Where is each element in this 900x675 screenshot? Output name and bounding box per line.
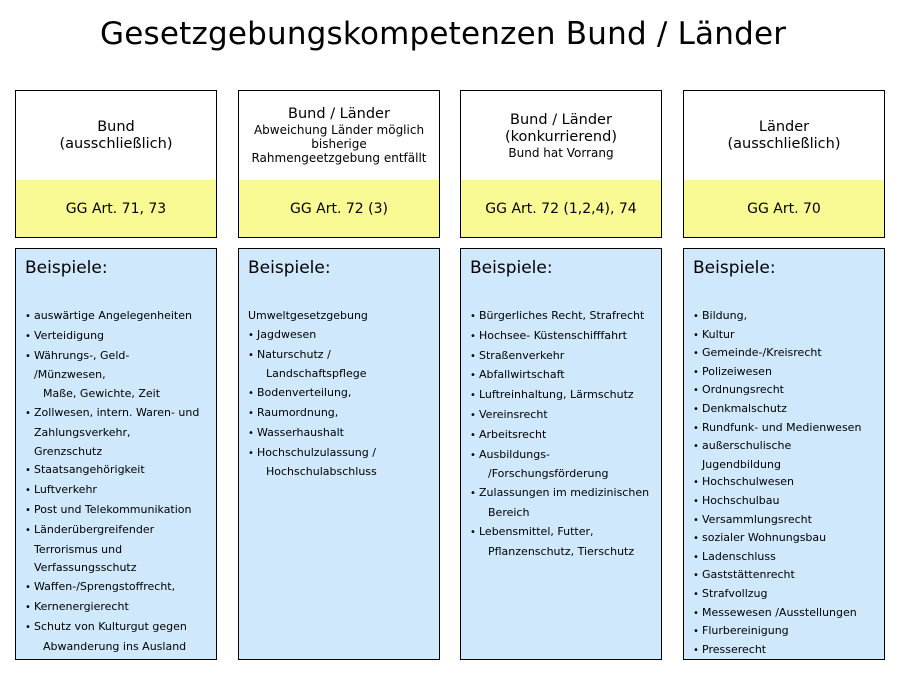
- list-item-text: Landschaftspflege: [266, 367, 367, 381]
- list-item-text: sozialer Wohnungsbau: [702, 531, 827, 545]
- list-item-text: Lebensmittel, Futter,: [479, 524, 594, 538]
- bullet-icon: •: [25, 330, 31, 342]
- list-item-text: Länderübergreifender: [34, 522, 155, 536]
- bullet-icon: •: [25, 407, 31, 419]
- column-header-line: Bund / Länder: [510, 111, 612, 128]
- list-item: [25, 347, 212, 367]
- list-item: [470, 406, 657, 426]
- column-header-note: Bund hat Vorrang: [508, 145, 614, 160]
- list-item-text: Ladenschluss: [702, 549, 776, 563]
- examples-list: [470, 307, 657, 561]
- list-item-text: Post und Telekommunikation: [34, 502, 192, 516]
- list-item: [25, 404, 212, 424]
- list-item: [693, 511, 880, 530]
- list-item: [25, 559, 212, 578]
- bullet-icon: •: [25, 311, 31, 322]
- list-item: [470, 543, 657, 562]
- list-item: [693, 585, 880, 604]
- list-item: [693, 344, 880, 363]
- column-header-note: bisherige: [311, 137, 367, 151]
- list-item: [470, 504, 657, 523]
- list-item: [693, 419, 880, 438]
- list-item-text: Verfassungsschutz: [34, 561, 137, 575]
- bullet-icon: •: [470, 449, 476, 461]
- bullet-icon: •: [25, 524, 31, 536]
- column-header: [460, 90, 662, 181]
- list-item-text: /Münzwesen,: [34, 368, 106, 382]
- list-item: [470, 347, 657, 367]
- bullet-icon: •: [248, 329, 254, 341]
- list-item: [248, 307, 435, 326]
- list-item: [693, 641, 880, 660]
- list-item-text: Pflanzenschutz, Tierschutz: [488, 544, 635, 558]
- list-item-text: Hochschulwesen: [702, 475, 795, 489]
- list-item-text: Raumordnung,: [257, 405, 339, 419]
- list-item-text: außerschulische: [702, 439, 792, 453]
- list-item: [693, 437, 880, 456]
- list-item-text: /Forschungsförderung: [488, 467, 609, 481]
- examples-panel: [683, 248, 885, 660]
- bullet-icon: •: [470, 390, 476, 402]
- bullet-icon: •: [248, 349, 254, 361]
- list-item-text: Rundfunk- und Medienwesen: [702, 420, 862, 434]
- bullet-icon: •: [693, 570, 699, 582]
- article-reference: GG Art. 71, 73: [15, 180, 217, 238]
- list-item: [693, 363, 880, 382]
- list-item-text: Ausbildungs-: [479, 447, 550, 461]
- list-item: [25, 385, 212, 404]
- list-item: [470, 386, 657, 406]
- list-item: [693, 400, 880, 419]
- list-item: [470, 523, 657, 543]
- examples-panel: [15, 248, 217, 660]
- list-item-text: Strafvollzug: [702, 586, 768, 600]
- list-item-text: Umweltgesetzgebung: [248, 309, 368, 322]
- list-item: [25, 501, 212, 521]
- examples-panel: [238, 248, 440, 660]
- bullet-icon: •: [470, 370, 476, 382]
- list-item-text: Hochschulzulassung /: [257, 445, 376, 459]
- list-item: [248, 384, 435, 404]
- list-item-text: Gaststättenrecht: [702, 568, 795, 582]
- list-item-text: Maße, Gewichte, Zeit: [43, 387, 161, 401]
- list-item-text: Bereich: [488, 505, 530, 519]
- bullet-icon: •: [25, 350, 31, 362]
- list-item: [25, 443, 212, 462]
- bullet-icon: •: [470, 429, 476, 441]
- list-item-text: Bildung,: [702, 309, 748, 322]
- column-header-line: (ausschließlich): [727, 135, 841, 152]
- examples-list: [248, 307, 435, 482]
- column-header: [15, 90, 217, 181]
- list-item-text: Zulassungen im medizinischen: [479, 486, 650, 500]
- list-item-text: Grenzschutz: [34, 444, 103, 458]
- list-item: [248, 404, 435, 424]
- list-item-text: Schutz von Kulturgut gegen: [34, 619, 187, 633]
- list-item: [693, 604, 880, 623]
- bullet-icon: •: [470, 350, 476, 362]
- list-item-text: Kernenergierecht: [34, 599, 129, 613]
- list-item-text: Jagdwesen: [257, 327, 317, 341]
- bullet-icon: •: [693, 514, 699, 526]
- list-item: [25, 461, 212, 481]
- list-item-text: Denkmalschutz: [702, 401, 787, 415]
- column-header-note: Rahmengeetzgebung entfällt: [251, 151, 427, 165]
- bullet-icon: •: [693, 385, 699, 397]
- examples-title: Beispiele:: [693, 258, 776, 278]
- list-item: [25, 366, 212, 385]
- list-item-text: Polizeiwesen: [702, 364, 772, 378]
- list-item-text: Staatsangehörigkeit: [34, 463, 145, 477]
- list-item-text: Luftverkehr: [34, 483, 97, 497]
- list-item: [693, 473, 880, 492]
- list-item: [693, 326, 880, 345]
- column-header-note: Abweichung Länder möglich: [253, 123, 425, 137]
- list-item: [693, 381, 880, 400]
- list-item-text: Terrorismus und: [34, 542, 123, 556]
- list-item-text: Zollwesen, intern. Waren- und: [34, 405, 200, 419]
- bullet-icon: •: [693, 477, 699, 489]
- examples-list: [25, 307, 212, 656]
- list-item: [25, 327, 212, 347]
- list-item-text: Luftreinhaltung, Lärmschutz: [479, 388, 634, 402]
- list-item-text: Gemeinde-/Kreisrecht: [702, 346, 822, 360]
- list-item-text: Naturschutz /: [257, 347, 331, 361]
- article-reference: GG Art. 70: [683, 180, 885, 238]
- bullet-icon: •: [25, 485, 31, 497]
- list-item-text: Abfallwirtschaft: [479, 368, 565, 382]
- list-item-text: Kultur: [702, 327, 735, 341]
- list-item: [470, 446, 657, 466]
- list-item: [25, 521, 212, 541]
- list-item: [25, 307, 212, 327]
- list-item-text: Jugendbildung: [702, 457, 781, 471]
- list-item: [693, 492, 880, 511]
- column-header: [683, 90, 885, 181]
- list-item-text: Bodenverteilung,: [257, 386, 352, 400]
- list-item-text: Hochschulabschluss: [266, 465, 377, 479]
- list-item-text: auswärtige Angelegenheiten: [34, 309, 192, 322]
- list-item: [470, 465, 657, 484]
- list-item-text: Währungs-, Geld-: [34, 348, 130, 362]
- bullet-icon: •: [470, 409, 476, 421]
- list-item: [25, 638, 212, 657]
- bullet-icon: •: [25, 621, 31, 633]
- list-item: [470, 366, 657, 386]
- bullet-icon: •: [25, 601, 31, 613]
- examples-title: Beispiele:: [248, 258, 331, 278]
- column-header-line: (ausschließlich): [59, 135, 173, 152]
- list-item: [693, 307, 880, 326]
- list-item-text: Versammlungsrecht: [702, 512, 812, 526]
- list-item: [693, 566, 880, 585]
- bullet-icon: •: [248, 447, 254, 459]
- examples-title: Beispiele:: [470, 258, 553, 278]
- list-item: [470, 327, 657, 347]
- column-header-line: Bund: [97, 118, 135, 135]
- list-item-text: Abwanderung ins Ausland: [43, 639, 187, 653]
- list-item-text: Vereinsrecht: [479, 407, 548, 421]
- bullet-icon: •: [693, 366, 699, 378]
- list-item: [693, 622, 880, 641]
- bullet-icon: •: [693, 588, 699, 600]
- page-title: Gesetzgebungskompetenzen Bund / Länder: [100, 16, 787, 52]
- bullet-icon: •: [693, 533, 699, 545]
- bullet-icon: •: [25, 504, 31, 516]
- list-item: [470, 484, 657, 504]
- bullet-icon: •: [248, 407, 254, 419]
- list-item-text: Waffen-/Sprengstoffrecht,: [34, 580, 176, 594]
- list-item: [25, 618, 212, 638]
- column-header-line: (konkurrierend): [505, 128, 617, 145]
- bullet-icon: •: [693, 644, 699, 656]
- list-item: [248, 463, 435, 482]
- list-item: [693, 456, 880, 474]
- list-item: [25, 424, 212, 443]
- list-item: [470, 426, 657, 446]
- bullet-icon: •: [470, 311, 476, 322]
- list-item: [248, 326, 435, 346]
- bullet-icon: •: [693, 441, 699, 453]
- list-item-text: Hochsee- Küstenschifffahrt: [479, 328, 627, 342]
- examples-title: Beispiele:: [25, 258, 108, 278]
- list-item-text: Messewesen /Ausstellungen: [702, 605, 857, 619]
- examples-panel: [460, 248, 662, 660]
- list-item-text: Zahlungsverkehr,: [34, 425, 131, 439]
- bullet-icon: •: [470, 488, 476, 500]
- column-header-line: Bund / Länder: [288, 106, 390, 122]
- list-item: [25, 541, 212, 560]
- column-header-line: Länder: [758, 118, 810, 135]
- list-item-text: Arbeitsrecht: [479, 427, 547, 441]
- bullet-icon: •: [25, 465, 31, 477]
- list-item-text: Wasserhaushalt: [257, 425, 344, 439]
- list-item: [693, 529, 880, 548]
- list-item-text: Presserecht: [702, 642, 767, 656]
- list-item: [248, 346, 435, 366]
- bullet-icon: •: [693, 495, 699, 507]
- list-item: [25, 598, 212, 618]
- list-item: [470, 307, 657, 327]
- list-item-text: Verteidigung: [34, 328, 105, 342]
- list-item: [25, 578, 212, 598]
- list-item: [248, 424, 435, 444]
- bullet-icon: •: [693, 348, 699, 360]
- list-item-text: Ordnungsrecht: [702, 383, 784, 397]
- list-item: [248, 444, 435, 464]
- bullet-icon: •: [470, 526, 476, 538]
- bullet-icon: •: [248, 427, 254, 439]
- bullet-icon: •: [25, 582, 31, 594]
- bullet-icon: •: [693, 626, 699, 638]
- list-item: [248, 365, 435, 384]
- list-item-text: Bürgerliches Recht, Strafrecht: [479, 309, 645, 322]
- list-item-text: Straßenverkehr: [479, 348, 565, 362]
- bullet-icon: •: [693, 329, 699, 341]
- bullet-icon: •: [693, 607, 699, 619]
- bullet-icon: •: [693, 403, 699, 415]
- list-item: [25, 481, 212, 501]
- list-item-text: Flurbereinigung: [702, 624, 789, 638]
- bullet-icon: •: [693, 422, 699, 434]
- article-reference: GG Art. 72 (3): [238, 180, 440, 238]
- bullet-icon: •: [693, 551, 699, 563]
- bullet-icon: •: [248, 388, 254, 400]
- bullet-icon: •: [470, 330, 476, 342]
- examples-list: [693, 307, 880, 659]
- bullet-icon: •: [693, 311, 699, 322]
- column-header: [238, 90, 440, 181]
- list-item: [693, 548, 880, 567]
- article-reference: GG Art. 72 (1,2,4), 74: [460, 180, 662, 238]
- list-item-text: Hochschulbau: [702, 493, 780, 507]
